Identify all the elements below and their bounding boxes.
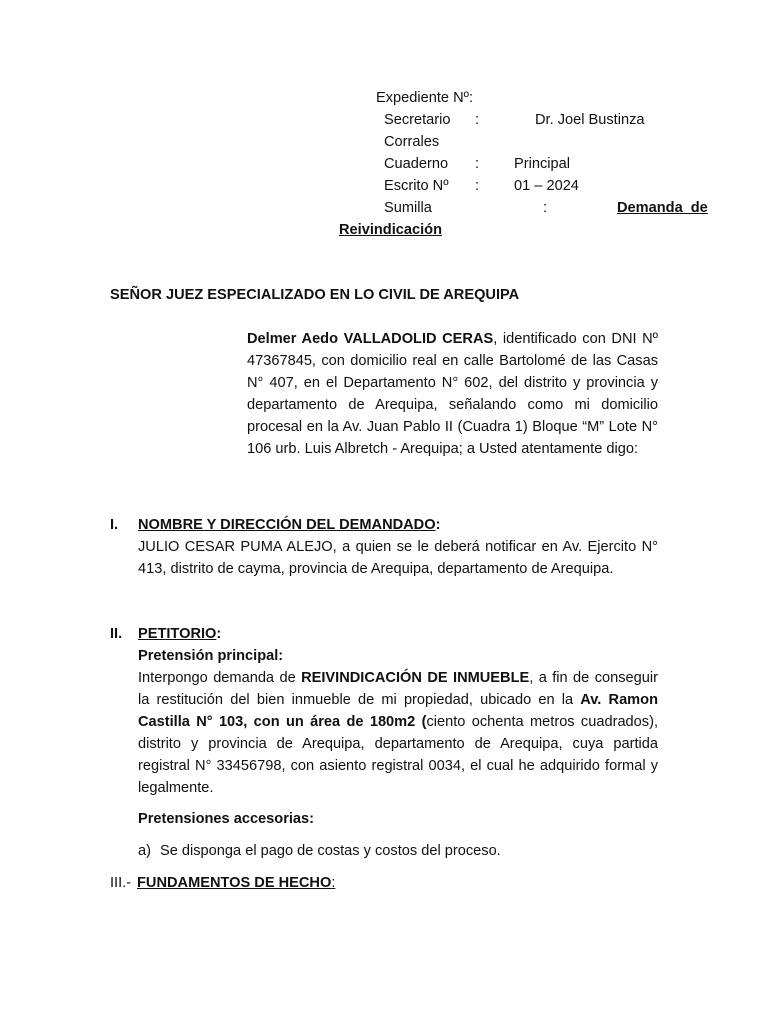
section-3-title-colon: : [331, 875, 336, 891]
principal-claim-text-1: Interpongo demanda de [138, 670, 302, 686]
section-2-heading [138, 623, 221, 645]
escrito-label: Escrito Nº [384, 178, 449, 194]
section-2-number: II. [110, 626, 123, 642]
principal-claim-body [138, 667, 658, 799]
sumilla-label: Sumilla [384, 200, 432, 216]
secretario-value: Dr. Joel Bustinza [535, 112, 645, 128]
section-1-number: I. [110, 517, 119, 533]
cuaderno-colon: : [475, 156, 480, 172]
section-1-heading [138, 514, 440, 536]
section-3-heading [137, 872, 335, 894]
sumilla-value: Demanda de [617, 200, 708, 216]
sumilla-colon: : [543, 200, 548, 216]
principal-claim-bold-2: Av. Ramon Castilla N° 103, con un área de 180m2 ( [138, 692, 658, 730]
section-3-title: FUNDAMENTOS DE HECHO [137, 875, 332, 891]
secretario-value-cont: Corrales [384, 134, 440, 150]
section-1-title: NOMBRE Y DIRECCIÓN DEL DEMANDADO [138, 517, 436, 533]
cuaderno-value: Principal [514, 156, 570, 172]
intro-text: , identificado con DNI Nº 47367845, con domicilio real en calle Bartolomé de las Casas N° 407, en el Departamento N° 602, del distrito y provincia y departamento de Arequipa, señalando como mi domicilio procesal en la Av. Juan Pablo II (Cuadra 1) Bloque “M” Lote N° 106 urb. Luis Albretch - Arequipa; a Usted atentamente digo: [247, 331, 658, 457]
secretario-colon: : [475, 112, 480, 128]
secretario-label: Secretario [384, 112, 451, 128]
principal-claim-heading: Pretensión principal: [138, 648, 284, 664]
section-1-title-colon: : [435, 517, 441, 533]
plaintiff-name: Delmer Aedo VALLADOLID CERAS [247, 331, 494, 347]
cuaderno-label: Cuaderno [384, 156, 449, 172]
expediente-label: Expediente Nº: [376, 90, 474, 106]
accessory-claims-heading: Pretensiones accesorias: [138, 811, 315, 827]
accessory-item-marker: a) [138, 843, 151, 859]
principal-claim-text-2: , a fin de conseguir la restitución del bien inmueble de mi propiedad, ubicado en la [138, 670, 658, 708]
section-3-number: III.- [110, 875, 132, 891]
section-1-body: JULIO CESAR PUMA ALEJO, a quien se le deberá notificar en Av. Ejercito N° 413, distrito de cayma, provincia de Arequipa, departamento de Arequipa. [138, 539, 658, 577]
section-2-title: PETITORIO [138, 626, 217, 642]
accessory-item-text: Se disponga el pago de costas y costos del proceso. [160, 843, 501, 859]
principal-claim-bold-1: REIVINDICACIÓN DE INMUEBLE [301, 670, 530, 686]
escrito-value: 01 – 2024 [514, 178, 579, 194]
intro-paragraph [247, 328, 658, 460]
principal-claim-text-3: ciento ochenta metros cuadrados), distrito y provincia de Arequipa, departamento de Arequipa, cuya partida registral N° 33456798, con asiento registral 0034, el cual he adquirido formal y legalmente. [138, 714, 658, 796]
section-2-title-colon: : [216, 626, 222, 642]
escrito-colon: : [475, 178, 480, 194]
sumilla-value-cont: Reivindicación [339, 222, 442, 238]
addressee-heading: SEÑOR JUEZ ESPECIALIZADO EN LO CIVIL DE AREQUIPA [110, 287, 520, 303]
